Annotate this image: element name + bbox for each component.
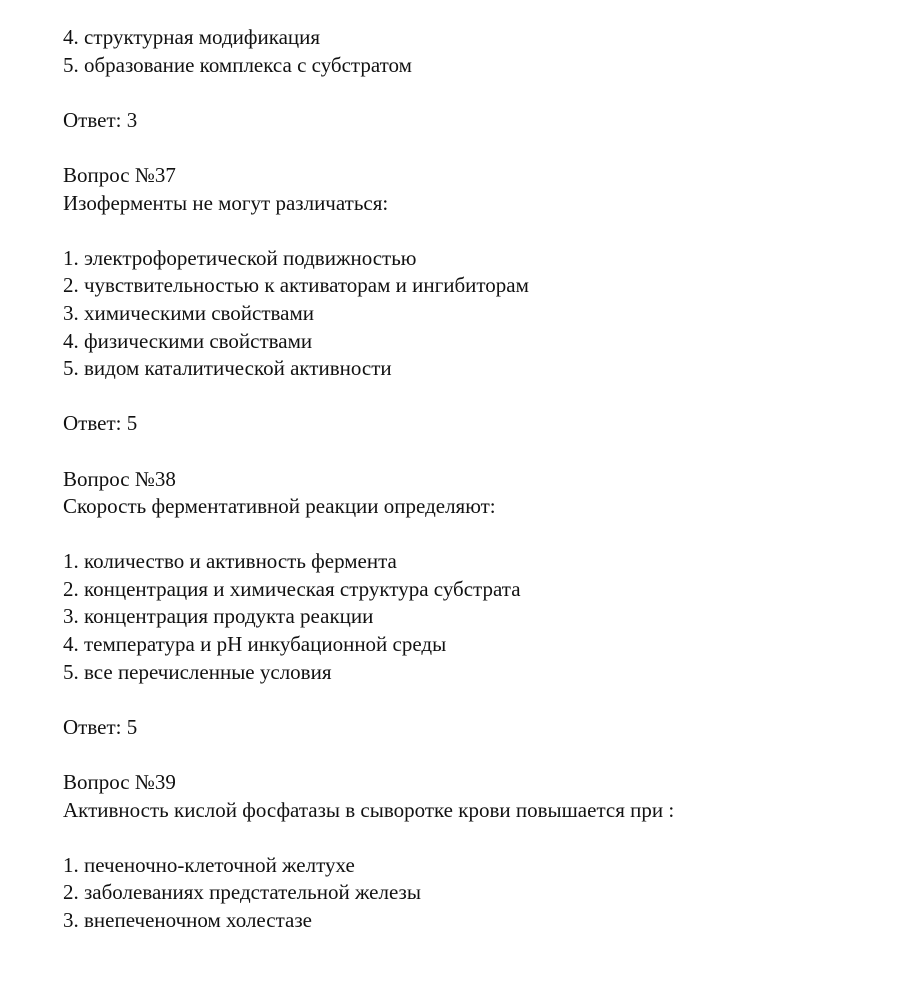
spacer	[63, 134, 883, 162]
spacer	[63, 521, 883, 549]
option-1: 1. количество и активность фермента	[63, 549, 397, 574]
answer: Ответ: 5	[63, 714, 138, 739]
option-1: 1. печеночно-клеточной желтухе	[63, 852, 355, 877]
option-1: 1. электрофоретической подвижностью	[63, 245, 417, 270]
option-3: 3. химическими свойствами	[63, 300, 315, 325]
spacer	[63, 79, 883, 107]
question-heading: Вопрос №37	[63, 162, 176, 187]
spacer	[63, 217, 883, 245]
spacer	[63, 438, 883, 466]
spacer	[63, 383, 883, 411]
option-5: 5. образование комплекса с субстратом	[63, 52, 412, 77]
option-4: 4. структурная модификация	[63, 25, 321, 49]
document-page	[63, 24, 883, 935]
answer: Ответ: 3	[63, 107, 138, 132]
question-36-continued	[63, 24, 883, 134]
option-5: 5. видом каталитической активности	[63, 356, 392, 381]
option-3: 3. внепеченочном холестазе	[63, 908, 312, 932]
option-2: 2. заболеваниях предстательной железы	[63, 880, 421, 905]
option-4: 4. температура и рН инкубационной среды	[63, 632, 447, 657]
spacer	[63, 824, 883, 852]
question-heading: Вопрос №39	[63, 770, 176, 795]
option-3: 3. концентрация продукта реакции	[63, 604, 374, 629]
option-2: 2. чувствительностью к активаторам и ингибиторам	[63, 273, 529, 298]
answer: Ответ: 5	[63, 411, 138, 436]
question-38	[63, 466, 883, 742]
spacer	[63, 686, 883, 714]
option-5: 5. все перечисленные условия	[63, 659, 332, 684]
option-2: 2. концентрация и химическая структура субстрата	[63, 576, 521, 601]
question-39	[63, 769, 883, 935]
option-4: 4. физическими свойствами	[63, 328, 313, 353]
question-text: Скорость ферментативной реакции определяют:	[63, 494, 496, 519]
question-text: Активность кислой фосфатазы в сыворотке крови повышается при :	[63, 797, 675, 822]
question-heading: Вопрос №38	[63, 466, 176, 491]
spacer	[63, 741, 883, 769]
question-text: Изоферменты не могут различаться:	[63, 190, 389, 215]
question-37	[63, 162, 883, 438]
